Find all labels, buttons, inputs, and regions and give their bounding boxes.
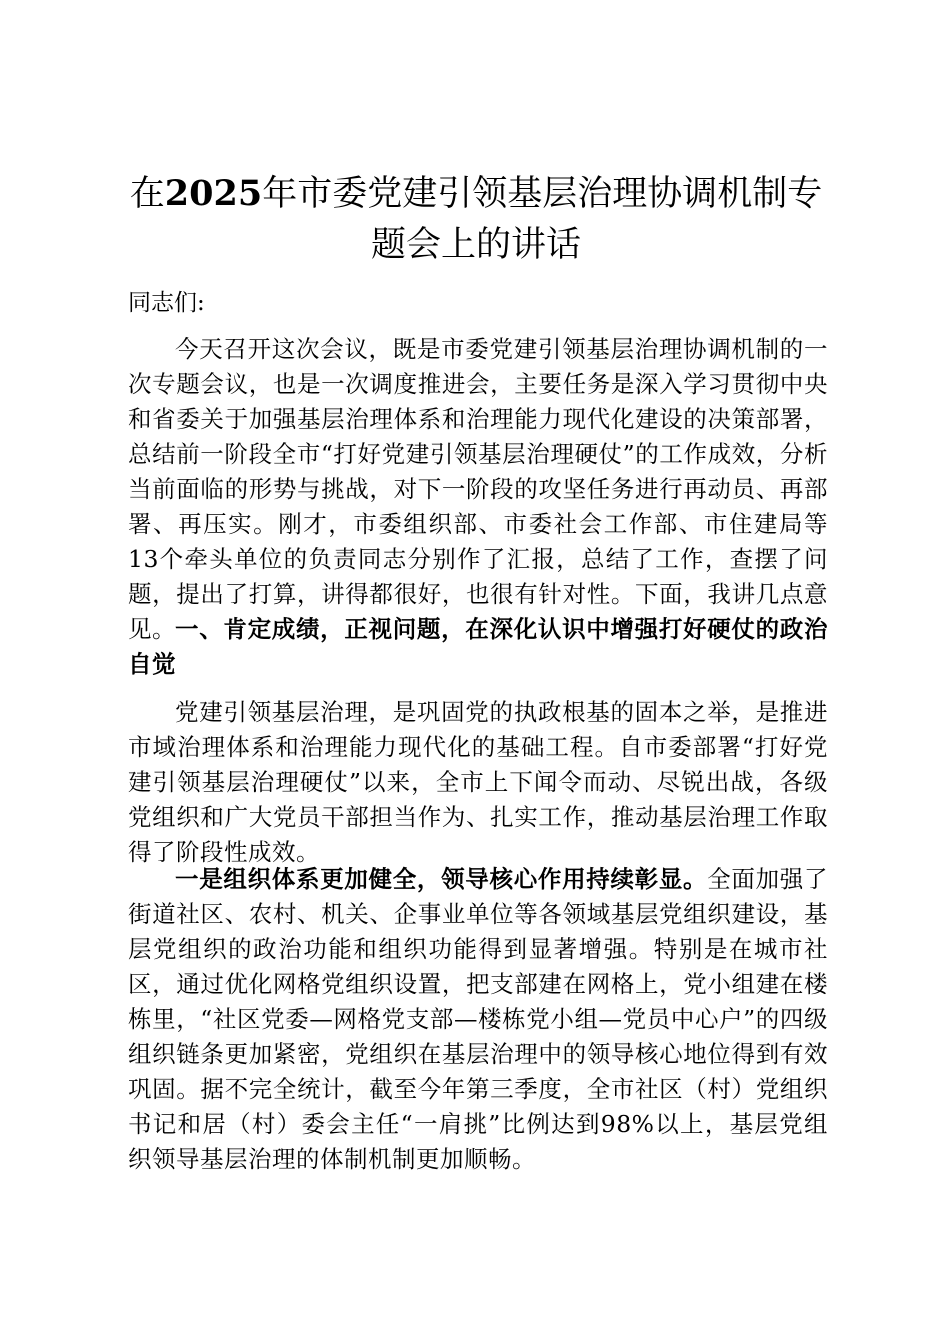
document-title [120, 168, 832, 271]
title-prefix: 在 [129, 174, 165, 214]
section-1-intro-paragraph: 党建引领基层治理，是巩固党的执政根基的固本之举，是推进市域治理体系和治理能力现代化的基础工程。自市委部署“打好党建引领基层治理硬仗”以来，全市上下闻令而动、尽锐出战，各级党组织和广大党员干部担当作为、扎实工作，推动基层治理工作取得了阶段性成效。 [128, 698, 828, 866]
title-year: 2025 [164, 173, 263, 214]
salutation: 同志们: [128, 290, 205, 316]
point-1-body: 全面加强了街道社区、农村、机关、企事业单位等各领域基层党组织建设，基层党组织的政治功能和组织功能得到显著增强。特别是在城市社区，通过优化网格党组织设置，把支部建在网格上，党小组建在楼栋里，“社区党委—网格党支部—楼栋党小组—党员中心户”的四级组织链条更加紧密，党组织在基层治理中的领导核心地位得到有效巩固。据不完全统计，截至今年第三季度，全市社区（村）党组织书记和居（村）委会主任“一肩挑”比例达到98%以上，基层党组织领导基层治理的体制机制更加顺畅。 [128, 865, 829, 1173]
section-heading-1: 一、肯定成绩，正视问题，在深化认识中增强打好硬仗的政治自觉 [128, 615, 828, 678]
opening-paragraph: 今天召开这次会议，既是市委党建引领基层治理协调机制的一次专题会议，也是一次调度推进会，主要任务是深入学习贯彻中央和省委关于加强基层治理体系和治理能力现代化建设的决策部署，总结前一阶段全市“打好党建引领基层治理硬仗”的工作成效，分析当前面临的形势与挑战，对下一阶段的攻坚任务进行再动员、再部署、再压实。刚才，市委组织部、市委社会工作部、市住建局等13个牵头单位的负责同志分别作了汇报，总结了工作，查摆了问题，提出了打算，讲得都很好，也很有针对性。下面，我讲几点意见。 [128, 335, 828, 643]
section-1-point-1-paragraph [128, 862, 828, 1177]
title-rest: 年市委党建引领基层治理协调机制专题会上的讲话 [262, 174, 823, 265]
point-1-lead: 一是组织体系更加健全，领导核心作用持续彰显。 [175, 865, 708, 893]
